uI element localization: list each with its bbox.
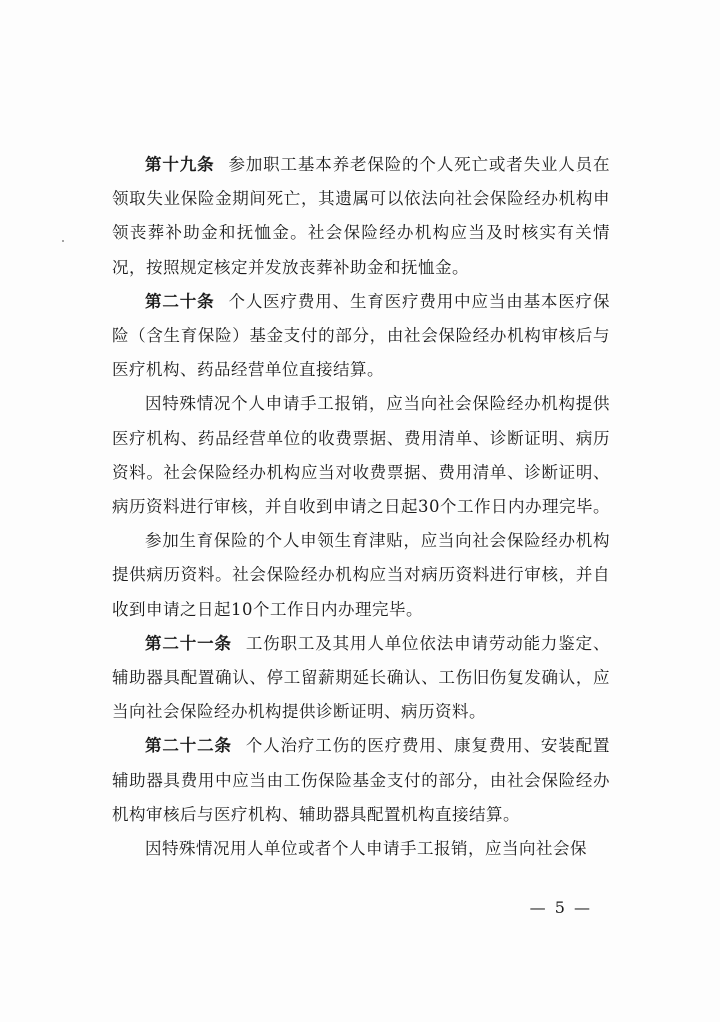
paragraph-text: 工伤职工及其用人单位依法申请劳动能力鉴定、辅助器具配置确认、停工留薪期延长确认、工伤旧伤复发确认，应当向社会保险经办机构提供诊断证明、病历资料。: [112, 633, 611, 722]
paragraph-continued: [112, 832, 610, 866]
article-heading: 第二十二条: [145, 736, 232, 756]
document-body: [112, 148, 610, 866]
paragraph-text: 参加生育保险的个人申领生育津贴，应当向社会保险经办机构提供病历资料。社会保险经办机构应当对病历资料进行审核，并自收到申请之日起10个工作日内办理完毕。: [112, 531, 610, 619]
paragraph-manual-reimbursement: [112, 387, 610, 524]
paragraph-text: 因特殊情况个人申请手工报销，应当向社会保险经办机构提供医疗机构、药品经营单位的收费票据、费用清单、诊断证明、病历资料。社会保险经办机构应当对收费票据、费用清单、诊断证明、病历资料进行审核，并自收到申请之日起30个工作日内办理完毕。: [112, 394, 610, 517]
page-number: — 5 —: [529, 898, 592, 917]
article-heading: 第二十条: [145, 291, 215, 311]
paragraph-article-20: [112, 285, 610, 388]
paragraph-text: 个人医疗费用、生育医疗费用中应当由基本医疗保险（含生育保险）基金支付的部分，由社会保险经办机构审核后与医疗机构、药品经营单位直接结算。: [112, 291, 611, 380]
paragraph-maternity-allowance: [112, 524, 610, 627]
paragraph-article-22: [112, 729, 610, 832]
article-heading: 第二十一条: [145, 633, 232, 653]
scan-artifact: [62, 240, 64, 242]
paragraph-text: 参加职工基本养老保险的个人死亡或者失业人员在领取失业保险金期间死亡，其遗属可以依法向社会保险经办机构申领丧葬补助金和抚恤金。社会保险经办机构应当及时核实有关情况，按照规定核定并发放丧葬补助金和抚恤金。: [112, 155, 611, 277]
article-heading: 第十九条: [145, 155, 215, 174]
paragraph-text: 因特殊情况用人单位或者个人申请手工报销，应当向社会保: [145, 839, 587, 859]
paragraph-article-21: [112, 627, 610, 730]
paragraph-article-19: [112, 148, 610, 285]
paragraph-text: 个人治疗工伤的医疗费用、康复费用、安装配置辅助器具费用中应当由工伤保险基金支付的部分，由社会保险经办机构审核后与医疗机构、辅助器具配置机构直接结算。: [112, 736, 611, 824]
